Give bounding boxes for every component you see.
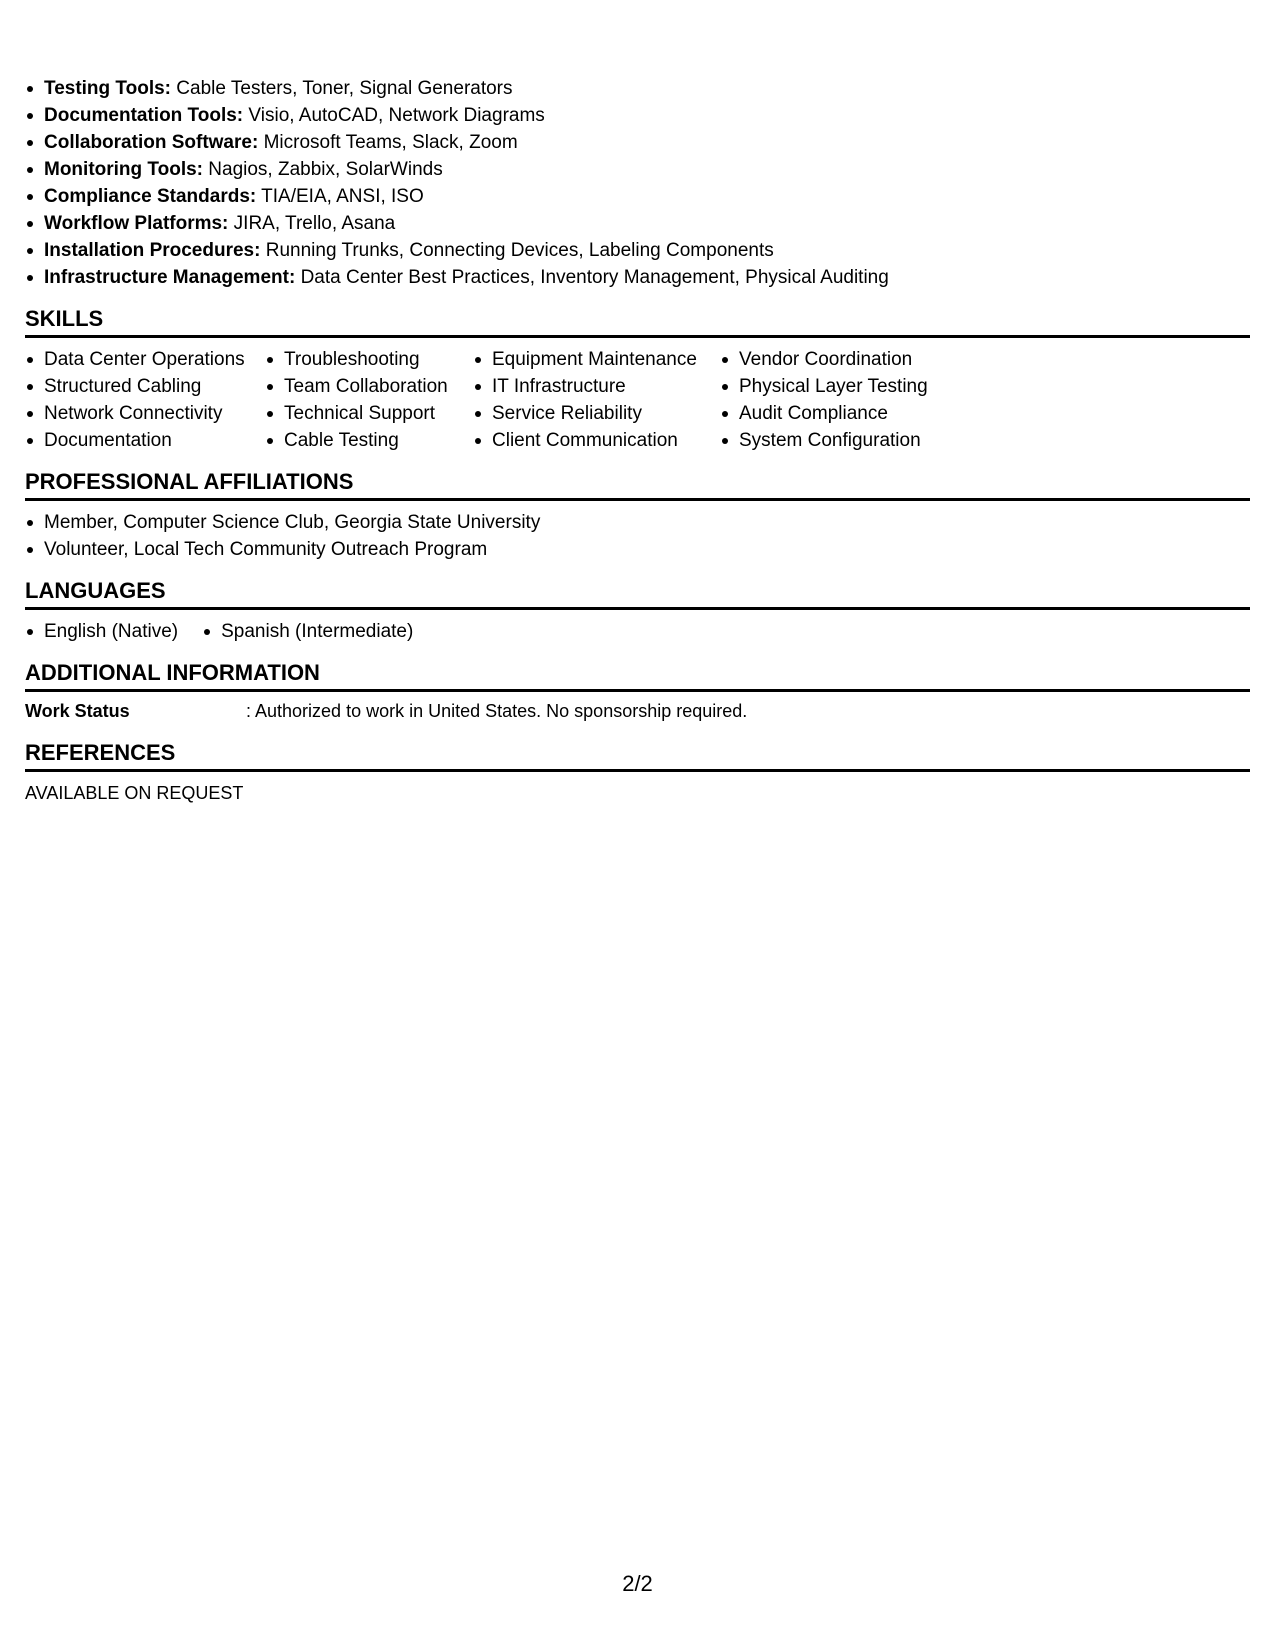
tools-item-label: Workflow Platforms: (44, 213, 229, 234)
section-title-additional-info: ADDITIONAL INFORMATION (25, 659, 1250, 692)
skills-column (265, 346, 473, 454)
tools-item-label: Installation Procedures: (44, 240, 261, 261)
skills-grid (25, 346, 1250, 454)
tools-item (25, 183, 1250, 210)
work-status-value: : Authorized to work in United States. No sponsorship required. (246, 701, 748, 721)
tools-item (25, 264, 1250, 291)
skill-item: Structured Cabling (25, 373, 265, 400)
tools-item-label: Compliance Standards: (44, 186, 257, 207)
work-status-label: Work Status (25, 701, 130, 721)
language-item: Spanish (Intermediate) (202, 618, 413, 645)
skill-item: Data Center Operations (25, 346, 265, 373)
tools-item-value: JIRA, Trello, Asana (233, 213, 396, 234)
tools-item (25, 129, 1250, 156)
tools-item-label: Monitoring Tools: (44, 159, 203, 180)
work-status-row (25, 698, 1250, 725)
tools-item (25, 156, 1250, 183)
tools-item (25, 102, 1250, 129)
skill-item: Service Reliability (473, 400, 720, 427)
skill-item: Troubleshooting (265, 346, 473, 373)
language-item: English (Native) (25, 618, 178, 645)
skills-column (720, 346, 980, 454)
skill-item: Vendor Coordination (720, 346, 980, 373)
additional-info-section (25, 659, 1250, 725)
affiliation-item: Volunteer, Local Tech Community Outreach Program (25, 536, 1250, 563)
tools-item-label: Collaboration Software: (44, 132, 259, 153)
skills-column (25, 346, 265, 454)
languages-list (25, 618, 1250, 645)
tools-item-value: Nagios, Zabbix, SolarWinds (208, 159, 443, 180)
tools-item-label: Infrastructure Management: (44, 267, 296, 288)
tools-item (25, 210, 1250, 237)
affiliation-item: Member, Computer Science Club, Georgia State University (25, 509, 1250, 536)
languages-section (25, 577, 1250, 645)
skill-item: Technical Support (265, 400, 473, 427)
tools-item-value: Running Trunks, Connecting Devices, Labeling Components (265, 240, 774, 261)
skills-column (473, 346, 720, 454)
resume-page (25, 75, 1250, 807)
tools-item-value: Visio, AutoCAD, Network Diagrams (248, 105, 545, 126)
tools-item-value: Cable Testers, Toner, Signal Generators (176, 78, 513, 99)
skill-item: Team Collaboration (265, 373, 473, 400)
skill-item: Cable Testing (265, 427, 473, 454)
section-title-languages: LANGUAGES (25, 577, 1250, 610)
references-text: AVAILABLE ON REQUEST (25, 783, 244, 803)
skills-section (25, 305, 1250, 454)
skill-item: Client Communication (473, 427, 720, 454)
skill-item: Audit Compliance (720, 400, 980, 427)
skill-item: IT Infrastructure (473, 373, 720, 400)
tools-list (25, 75, 1250, 291)
tools-item-label: Documentation Tools: (44, 105, 244, 126)
section-title-references: REFERENCES (25, 739, 1250, 772)
tools-item-label: Testing Tools: (44, 78, 172, 99)
page-number: 2/2 (622, 1571, 653, 1596)
tools-item-value: TIA/EIA, ANSI, ISO (261, 186, 424, 207)
tools-item-value: Microsoft Teams, Slack, Zoom (263, 132, 518, 153)
skill-item: Network Connectivity (25, 400, 265, 427)
tools-item (25, 237, 1250, 264)
references-section (25, 739, 1250, 807)
section-title-affiliations: PROFESSIONAL AFFILIATIONS (25, 468, 1250, 501)
affiliations-list (25, 509, 1250, 563)
skill-item: System Configuration (720, 427, 980, 454)
tools-item (25, 75, 1250, 102)
skill-item: Equipment Maintenance (473, 346, 720, 373)
tools-item-value: Data Center Best Practices, Inventory Management, Physical Auditing (300, 267, 889, 288)
section-title-skills: SKILLS (25, 305, 1250, 338)
skill-item: Physical Layer Testing (720, 373, 980, 400)
affiliations-section (25, 468, 1250, 563)
skill-item: Documentation (25, 427, 265, 454)
